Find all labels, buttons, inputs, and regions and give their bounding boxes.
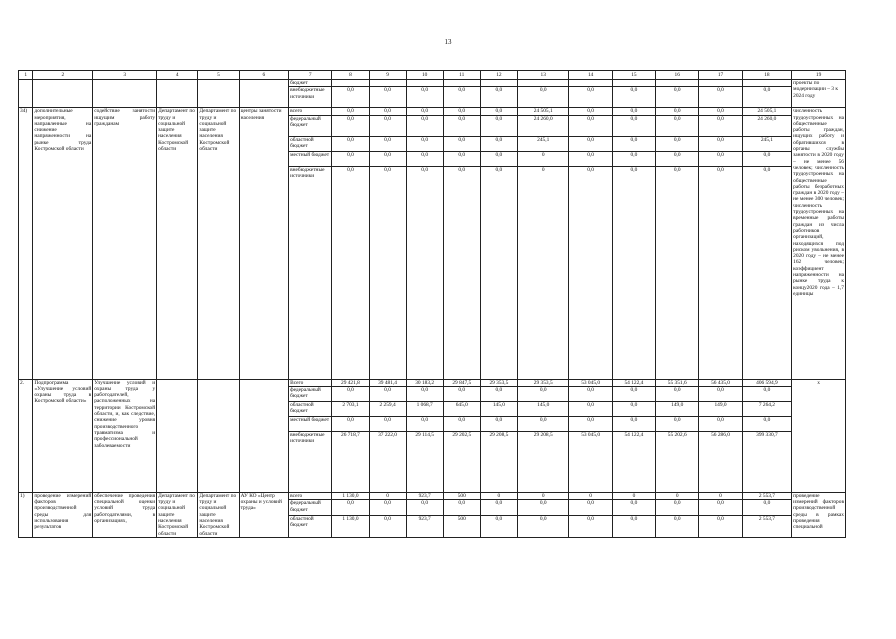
table-row [19,492,846,500]
activity-34-participant-cell: центры занятости населения [239,108,288,379]
value-cell: 0,0 [699,386,742,401]
value-cell: 0,0 [612,386,655,401]
value-cell: 0,0 [569,115,612,136]
value-cell: 29 114,5 [406,431,443,492]
table-row [19,108,846,115]
value-cell: 29 847,5 [443,379,480,386]
value-cell: 0,0 [443,108,480,115]
page-number: 13 [444,38,452,46]
value-cell: 0,0 [369,87,406,108]
subprogram-2-number-cell: 2. [19,379,33,492]
value-cell: 0,0 [332,108,369,115]
value-cell: 0,0 [656,108,699,115]
value-cell: 923,7 [406,492,443,500]
value-cell: 0,0 [480,87,517,108]
value-cell: 245,1 [742,136,791,151]
value-cell: 0 [656,492,699,500]
value-cell: 0,0 [612,166,655,379]
funding-source-cell: внебюджетные источники [289,166,332,379]
value-cell: 0,0 [699,500,742,516]
value-cell: 0,0 [656,166,699,379]
value-cell: 29 202,5 [443,431,480,492]
value-cell: 0,0 [480,166,517,379]
value-cell: 0,0 [656,416,699,431]
value-cell: 0,0 [369,115,406,136]
header-cell-19: 19 [792,71,846,80]
value-cell: 645,0 [443,401,480,416]
value-cell: 0,0 [569,87,612,108]
funding-source-cell: местный бюджет [289,416,332,431]
value-cell: 39 481,4 [369,379,406,386]
header-row [19,71,846,80]
header-cell-1: 1 [19,71,33,80]
value-cell: 0,0 [406,386,443,401]
value-cell: 0,0 [699,87,742,108]
funding-source-cell: федеральный бюджет [289,115,332,136]
funding-source-cell: областной бюджет [289,136,332,151]
value-cell: 0,0 [699,416,742,431]
activity-34-number-cell: 34) [19,108,33,379]
value-cell: 0,0 [656,115,699,136]
value-cell: 0,0 [332,166,369,379]
value-cell [612,80,655,87]
program-table [18,70,846,538]
value-cell: 0,0 [480,115,517,136]
value-cell: 0,0 [406,115,443,136]
value-cell: 0,0 [699,516,742,538]
value-cell: 29 353,5 [517,379,569,386]
subprogram-2-executor-cell [157,379,198,492]
value-cell: 1 130,0 [332,516,369,538]
funding-source-cell: бюджет [289,80,332,87]
value-cell: 0,0 [443,416,480,431]
value-cell: 0,0 [480,108,517,115]
value-cell: 24 505,1 [742,108,791,115]
empty-cell [198,80,239,108]
value-cell: 0,0 [656,136,699,151]
value-cell: 29 421,8 [332,379,369,386]
activity-1-goal-cell: обеспечение проведения специальной оценки условий труда работодателями, в организациях, [93,492,157,537]
value-cell: 0,0 [569,386,612,401]
value-cell: 53 045,0 [569,431,612,492]
value-cell: 24 260,0 [517,115,569,136]
value-cell [656,80,699,87]
value-cell: 0,0 [742,416,791,431]
subprogram-2-coexecutor-cell [198,379,239,492]
value-cell: 0,0 [406,136,443,151]
value-cell: 0,0 [332,136,369,151]
value-cell: 0,0 [517,416,569,431]
value-cell: 0,0 [612,87,655,108]
value-cell: 0,0 [369,108,406,115]
value-cell: 0,0 [406,151,443,166]
activity-1-result-cell: проведение измерений факторов производственной среды в рамках проведения специальной [792,492,846,537]
value-cell: 0 [517,166,569,379]
value-cell [443,80,480,87]
value-cell [699,80,742,87]
activity-34-goal-cell: содействие занятости ищущим работу гражданам [93,108,157,379]
activity-34-executor-cell: Департамент по труду и социальной защите населения Костромской области [157,108,198,379]
value-cell: 2 553,7 [742,516,791,538]
empty-cell [157,80,198,108]
empty-cell [239,80,288,108]
subprogram-2-result-cell: x [792,379,846,492]
value-cell: 149,0 [656,401,699,416]
value-cell: 0,0 [612,151,655,166]
value-cell: 399 330,7 [742,431,791,492]
header-cell-6: 6 [239,71,288,80]
funding-source-cell: внебюджетные источники [289,87,332,108]
value-cell: 0,0 [332,416,369,431]
value-cell: 0,0 [656,151,699,166]
value-cell [569,80,612,87]
value-cell: 0,0 [742,151,791,166]
value-cell: 0,0 [443,136,480,151]
value-cell: 0,0 [480,416,517,431]
value-cell: 0,0 [612,416,655,431]
value-cell: 0,0 [612,115,655,136]
value-cell: 0,0 [699,108,742,115]
value-cell: 0,0 [480,136,517,151]
value-cell: 54 122,4 [612,379,655,386]
value-cell: 24 260,0 [742,115,791,136]
header-cell-7: 7 [289,71,332,80]
value-cell: 0,0 [569,516,612,538]
funding-source-cell: федеральный бюджет [289,386,332,401]
value-cell: 149,0 [699,401,742,416]
value-cell: 0 [569,492,612,500]
value-cell: 0,0 [369,166,406,379]
value-cell: 0,0 [443,166,480,379]
value-cell [369,80,406,87]
activity-34-coexecutor-cell: Департамент по труду и социальной защите населения Костромской области [198,108,239,379]
value-cell: 0,0 [699,166,742,379]
value-cell: 0 [369,492,406,500]
value-cell: 53 045,0 [569,379,612,386]
value-cell: 0,0 [612,401,655,416]
header-cell-9: 9 [369,71,406,80]
header-cell-3: 3 [93,71,157,80]
funding-source-cell: областной бюджет [289,516,332,538]
value-cell: 0,0 [699,151,742,166]
value-cell: 500 [443,516,480,538]
value-cell: 0,0 [569,500,612,516]
value-cell: 0,0 [742,166,791,379]
header-cell-2: 2 [33,71,93,80]
value-cell: 0,0 [480,151,517,166]
funding-source-cell: внебюджетные источники [289,431,332,492]
value-cell: 2 703,1 [332,401,369,416]
value-cell: 29 208,5 [517,431,569,492]
value-cell: 7 264,2 [742,401,791,416]
value-cell: 923,7 [406,516,443,538]
value-cell: 0,0 [517,500,569,516]
value-cell: 500 [443,492,480,500]
value-cell: 0 [480,492,517,500]
header-cell-15: 15 [612,71,655,80]
header-cell-5: 5 [198,71,239,80]
value-cell: 0,0 [742,500,791,516]
value-cell: 0 [612,492,655,500]
header-cell-17: 17 [699,71,742,80]
activity-34-result-cell: численность трудоустроенных на общественные работы граждан, ищущих работу и обратившихся в органы службы занятости в 2020 году – не менее 56 человек; численность трудоустроенных на общественные работы безработных граждан в 2020 году – не менее 300 человек; численность трудоустроенных на временные работы граждан из числа работников организаций, находящихся под риском увольнения, в 2020 году – не менее 162 человек; коэффициент напряженности на рынке труда к концу2020 года – 1,7 единицы [792,108,846,379]
value-cell: 0,0 [443,386,480,401]
funding-source-cell: всего [289,108,332,115]
value-cell: 0,0 [656,516,699,538]
result-cell: проекты по модернизации – 3 к 2024 году [792,80,846,108]
value-cell: 0,0 [369,416,406,431]
value-cell: 2 553,7 [742,492,791,500]
value-cell: 55 351,6 [656,379,699,386]
value-cell: 0,0 [569,416,612,431]
header-cell-13: 13 [517,71,569,80]
value-cell [332,80,369,87]
value-cell: 0,0 [742,87,791,108]
value-cell: 55 202,6 [656,431,699,492]
value-cell: 0,0 [406,108,443,115]
value-cell: 56 286,0 [699,431,742,492]
empty-cell [19,80,33,108]
value-cell: 0,0 [612,136,655,151]
activity-1-executor-cell: Департамент по труду и социальной защите населения Костромской области [157,492,198,537]
value-cell: 24 505,1 [517,108,569,115]
value-cell: 0,0 [369,516,406,538]
activity-1-coexecutor-cell: Департамент по труду и социальной защите населения Костромской области [198,492,239,537]
value-cell [406,80,443,87]
value-cell: 0,0 [656,500,699,516]
value-cell: 37 222,0 [369,431,406,492]
value-cell: 0,0 [612,500,655,516]
value-cell: 0,0 [443,151,480,166]
value-cell: 54 122,4 [612,431,655,492]
value-cell: 1 130,0 [332,492,369,500]
value-cell: 29 208,5 [480,431,517,492]
value-cell: 0,0 [332,87,369,108]
value-cell: 0,0 [406,87,443,108]
activity-1-name-cell: проведение измерений факторов производственной среды для использования результатов [33,492,93,537]
value-cell: 2 259,4 [369,401,406,416]
value-cell: 0 [517,151,569,166]
value-cell: 0,0 [480,500,517,516]
value-cell: 0,0 [517,87,569,108]
header-cell-4: 4 [157,71,198,80]
value-cell: 0,0 [517,386,569,401]
value-cell: 0,0 [443,500,480,516]
value-cell: 26 718,7 [332,431,369,492]
value-cell: 0,0 [332,115,369,136]
value-cell [480,80,517,87]
value-cell: 245,1 [517,136,569,151]
table-row [19,80,846,87]
value-cell: 0,0 [699,115,742,136]
value-cell: 0,0 [406,416,443,431]
header-cell-14: 14 [569,71,612,80]
empty-cell [33,80,93,108]
value-cell: 0,0 [443,87,480,108]
value-cell: 0,0 [569,136,612,151]
value-cell: 0,0 [332,151,369,166]
value-cell [742,80,791,87]
value-cell: 0,0 [569,401,612,416]
value-cell: 0,0 [742,386,791,401]
subprogram-2-goal-cell: Улучшение условий и охраны труда у работодателей, расположенных на территории Костромской области, и, как следствие, снижение уровня производственного травматизма и профессиональной заболеваемости [93,379,157,492]
header-cell-12: 12 [480,71,517,80]
value-cell: 0,0 [369,151,406,166]
table-row [19,379,846,386]
funding-source-cell: областной бюджет [289,401,332,416]
funding-source-cell: федеральный бюджет [289,500,332,516]
activity-1-participant-cell: АУ КО «Центр охраны и условий труда» [239,492,288,537]
value-cell: 0,0 [656,386,699,401]
value-cell: 145,0 [480,401,517,416]
activity-1-number-cell: 1) [19,492,33,537]
value-cell: 0,0 [332,386,369,401]
subprogram-2-name-cell: Подпрограмма «Улучшение условий охраны труда в Костромской области» [33,379,93,492]
value-cell: 0,0 [480,516,517,538]
value-cell: 0,0 [369,386,406,401]
value-cell: 0,0 [517,516,569,538]
value-cell: 406 594,9 [742,379,791,386]
value-cell: 0,0 [480,386,517,401]
funding-source-cell: всего [289,492,332,500]
value-cell: 0,0 [369,136,406,151]
value-cell: 30 183,2 [406,379,443,386]
header-cell-10: 10 [406,71,443,80]
value-cell: 0,0 [569,108,612,115]
value-cell: 0,0 [443,115,480,136]
value-cell: 0 [699,492,742,500]
subprogram-2-participant-cell [239,379,288,492]
value-cell: 0,0 [406,500,443,516]
value-cell: 0,0 [332,500,369,516]
header-cell-8: 8 [332,71,369,80]
value-cell: 0,0 [569,166,612,379]
value-cell: 0 [517,492,569,500]
value-cell: 0,0 [369,500,406,516]
funding-source-cell: Всего [289,379,332,386]
value-cell: 0,0 [612,516,655,538]
funding-source-cell: местный бюджет [289,151,332,166]
value-cell: 1 068,7 [406,401,443,416]
value-cell: 145,0 [517,401,569,416]
header-cell-16: 16 [656,71,699,80]
value-cell: 0,0 [656,87,699,108]
value-cell: 0,0 [406,166,443,379]
empty-cell [93,80,157,108]
header-cell-18: 18 [742,71,791,80]
value-cell: 0,0 [699,136,742,151]
value-cell: 0,0 [612,108,655,115]
value-cell: 29 353,5 [480,379,517,386]
value-cell: 0,0 [569,151,612,166]
value-cell: 56 435,0 [699,379,742,386]
header-cell-11: 11 [443,71,480,80]
activity-34-name-cell: дополнительные мероприятия, направленные на снижение напряженности на рынке труда Костромской области [33,108,93,379]
value-cell [517,80,569,87]
